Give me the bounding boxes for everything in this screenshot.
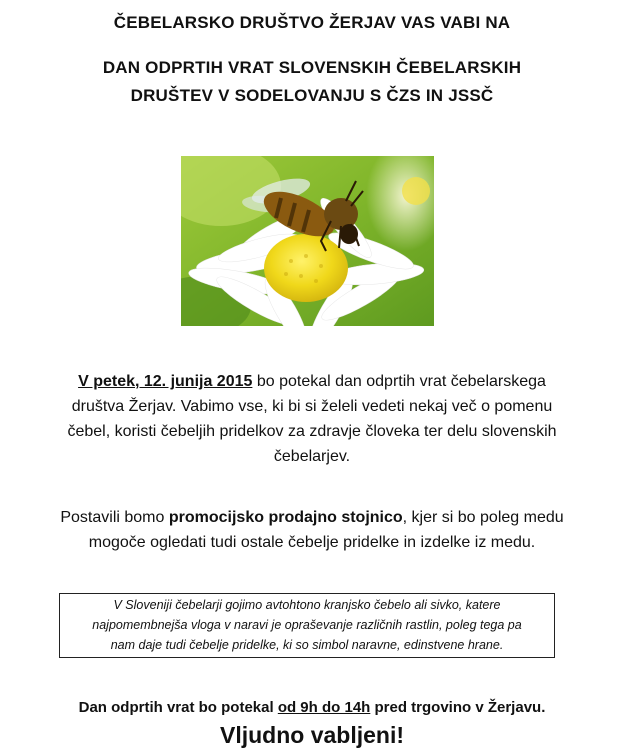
- event-details: [0, 699, 624, 716]
- event-time: od 9h do 14h: [277, 699, 371, 716]
- note-line-2: najpomembnejša vloga v naravi je opraševanje različnih rastlin, poleg tega pa: [92, 618, 522, 632]
- closing-greeting: Vljudno vabljeni!: [219, 722, 404, 748]
- stand-highlight: promocijsko prodajno stojnico: [168, 509, 403, 526]
- stand-paragraph: [50, 505, 574, 555]
- stand-text-3: mogoče ogledati tudi ostale čebelje pridelke in izdelke iz medu.: [88, 534, 536, 551]
- intro-text-2: društva Žerjav. Vabimo vse, ki bi si želeli vedeti nekaj več o pomenu: [71, 398, 553, 415]
- bee-on-daisy-photo: [181, 156, 434, 326]
- event-text-2: pred trgovino v Žerjavu.: [370, 699, 546, 716]
- event-title-line-1: DAN ODPRTIH VRAT SLOVENSKIH ČEBELARSKIH: [102, 58, 522, 77]
- intro-text-3: čebel, koristi čebeljih pridelkov za zdravje človeka ter delu slovenskih: [67, 423, 557, 440]
- note-line-3: nam daje tudi čebelje pridelke, ki so simbol naravne, edinstvene hrane.: [110, 638, 504, 652]
- event-title-line-2: DRUŠTEV V SODELOVANJU S ČZS IN JSSČ: [130, 86, 494, 105]
- note-line-1: V Sloveniji čebelarji gojimo avtohtono kranjsko čebelo ali sivko, katere: [113, 598, 501, 612]
- intro-text-1: bo potekal dan odprtih vrat čebelarskega: [252, 373, 546, 390]
- intro-paragraph: [50, 369, 574, 469]
- event-date: V petek, 12. junija 2015: [78, 373, 253, 390]
- event-text-1: Dan odprtih vrat bo potekal: [78, 699, 278, 716]
- stand-text-1: Postavili bomo: [60, 509, 169, 526]
- stand-text-2: , kjer si bo poleg medu: [402, 509, 564, 526]
- invitation-heading: ČEBELARSKO DRUŠTVO ŽERJAV VAS VABI NA: [113, 13, 511, 32]
- bee-note-box: [59, 593, 555, 658]
- intro-text-4: čebelarjev.: [273, 448, 351, 465]
